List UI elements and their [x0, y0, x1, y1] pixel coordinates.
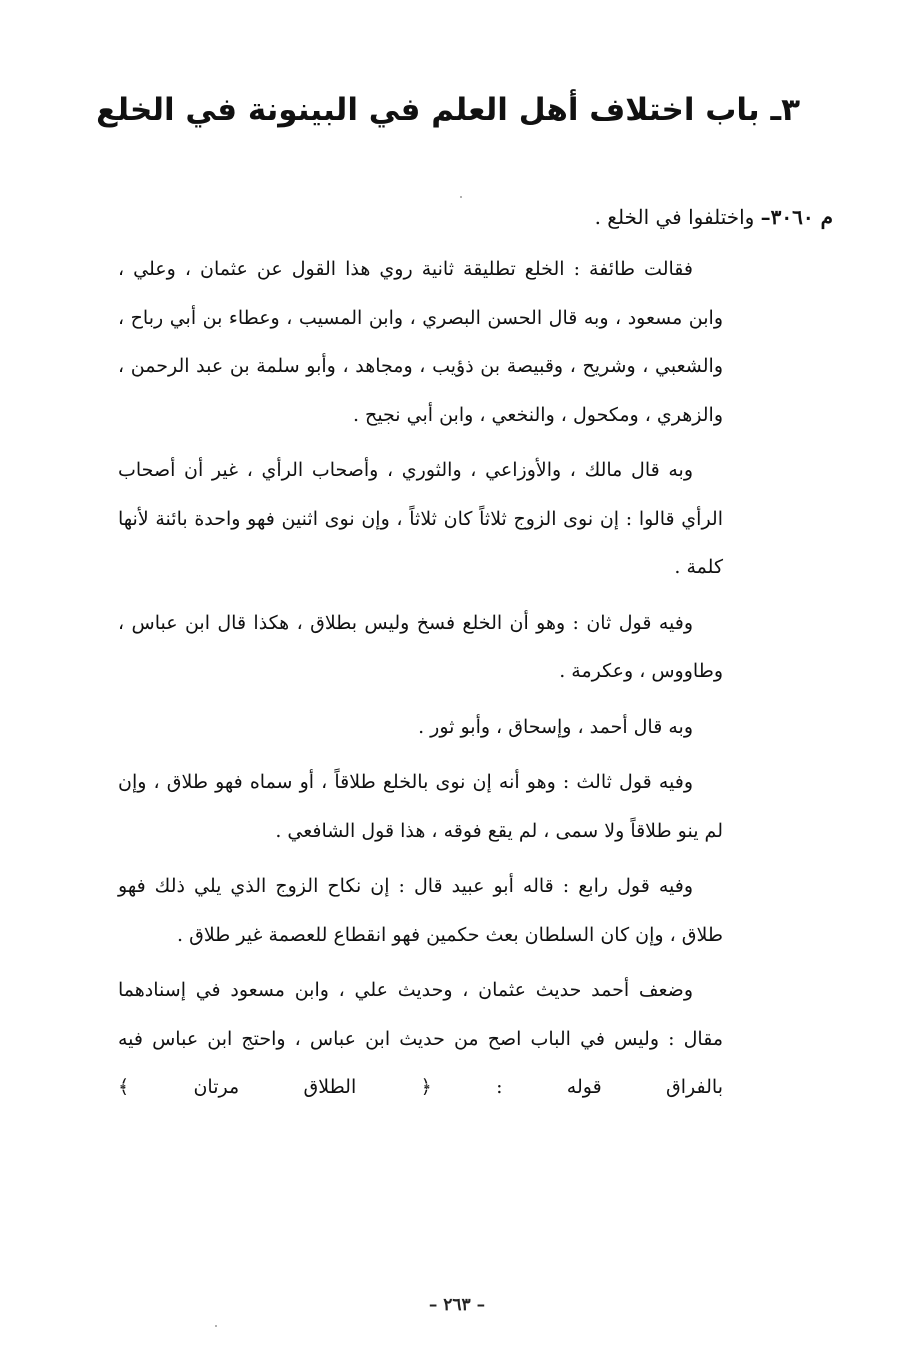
paragraph-hadith-weakness — [118, 966, 723, 1112]
paragraph-fourth-opinion: وفيه قول رابع : قاله أبو عبيد قال : إن نكاح الزوج الذي يلي ذلك فهو طلاق ، وإن كان السلطان بعث حكمين فهو انقطاع للعصمة غير طلاق . — [118, 875, 723, 946]
chapter-title: ٣ـ باب اختلاف أهل العلم في البينونة في الخلع — [96, 92, 800, 128]
paragraph-second-opinion: وفيه قول ثان : وهو أن الخلع فسخ وليس بطلاق ، هكذا قال ابن عباس ، وطاووس ، وعكرمة . — [118, 611, 723, 682]
paragraph-ahmad: وبه قال أحمد ، وإسحاق ، وأبو ثور . — [418, 715, 693, 738]
section-text: واختلفوا في الخلع . — [594, 205, 755, 229]
paragraph-first-opinion: فقالت طائفة : الخلع تطليقة ثانية روي هذا القول عن عثمان ، وعلي ، وابن مسعود ، وبه قال الحسن البصري ، وابن المسيب ، وعطاء بن أبي رباح ، والشعبي ، وشريح ، وقبيصة بن ذؤيب ، ومجاهد ، وأبو سلمة بن عبد الرحمن ، والزهري ، ومكحول ، والنخعي ، وابن أبي نجيح . — [118, 258, 723, 426]
paragraph-third-opinion: وفيه قول ثالث : وهو أنه إن نوى بالخلع طلاقاً ، أو سماه فهو طلاق ، وإن لم ينو طلاقاً ولا سمى ، لم يقع فوقه ، هذا قول الشافعي . — [118, 771, 723, 842]
scan-speck — [460, 196, 462, 198]
quran-quote: ﴿ الطلاق مرتان ﴾ — [118, 1076, 432, 1098]
paragraph-hadith-weakness-text: وضعف أحمد حديث عثمان ، وحديث علي ، وابن مسعود في إسنادهما مقال : وليس في الباب اصح من حديث ابن عباس ، واحتج ابن عباس فيه بالفراق قوله : — [118, 979, 723, 1098]
paragraph-malik: وبه قال مالك ، والأوزاعي ، والثوري ، وأصحاب الرأي ، غير أن أصحاب الرأي قالوا : إن نوى الزوج ثلاثاً كان ثلاثاً ، وإن نوى اثنين فهو واحدة بائنة لأنها كلمة . — [118, 459, 723, 578]
page-number: – ٢٦٣ – — [428, 1295, 486, 1315]
section-number: م ٣٠٦٠– — [760, 205, 833, 229]
scan-speck — [215, 1325, 217, 1327]
body-text — [118, 245, 723, 1119]
section-line — [373, 196, 833, 238]
